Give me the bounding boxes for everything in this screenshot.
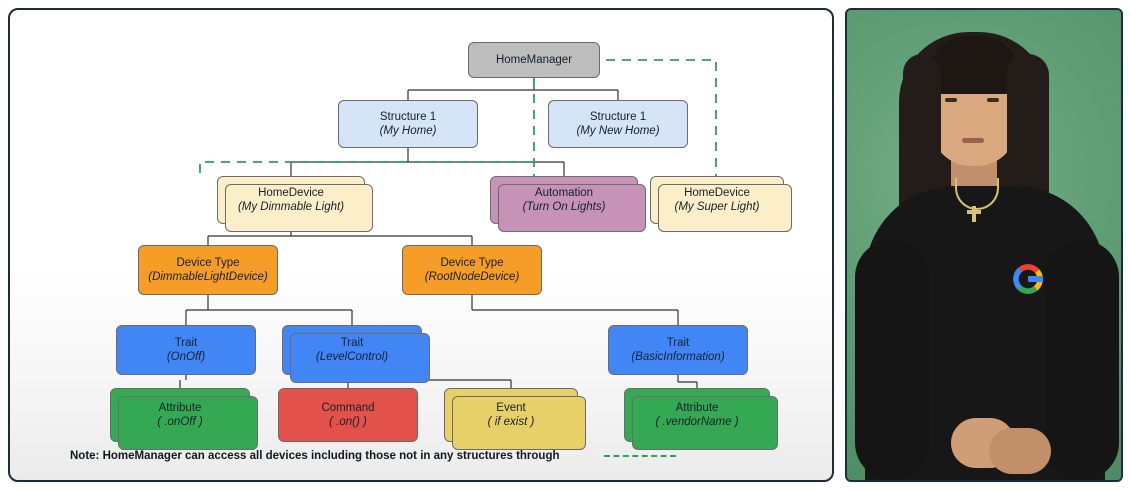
home-api-hierarchy-diagram — [10, 10, 832, 480]
node-label-line2: (BasicInformation) — [631, 351, 725, 363]
diagram-note — [70, 450, 770, 462]
node-label-line2: (My Home) — [379, 125, 437, 137]
node-structure-my-home[interactable] — [338, 100, 478, 148]
node-label-line2: (DimmableLightDevice) — [148, 271, 268, 283]
node-label-line2: (My New Home) — [576, 125, 660, 137]
node-command-on[interactable] — [278, 388, 418, 442]
node-event-if-exist[interactable] — [444, 388, 578, 442]
node-label-line1: Automation — [534, 186, 594, 199]
node-attribute-vendorname[interactable] — [624, 388, 770, 442]
node-label-line2: (LevelControl) — [315, 351, 389, 363]
node-home-manager[interactable] — [468, 42, 600, 78]
node-label-line1: Trait — [340, 336, 364, 349]
presenter-hand-right — [989, 428, 1051, 474]
node-label-line2: ( .vendorName ) — [655, 416, 739, 428]
node-label-line2: ( .onOff ) — [157, 416, 203, 428]
presenter-eye-left — [945, 98, 957, 102]
node-device-type-dimmable-light-device[interactable] — [138, 245, 278, 295]
node-label-line1: Structure 1 — [589, 110, 647, 123]
node-label-line1: Trait — [666, 336, 690, 349]
node-label-line2: (My Dimmable Light) — [237, 201, 345, 213]
presenter-arm-left — [855, 240, 929, 480]
presenter-mouth — [962, 138, 984, 143]
diagram-note-text: Note: HomeManager can access all devices including those not in any structures through — [70, 450, 560, 462]
node-home-device-my-super-light[interactable] — [650, 176, 784, 224]
presenter-eye-right — [987, 98, 999, 102]
node-label-line1: Structure 1 — [379, 110, 437, 123]
node-label-line1: Device Type — [176, 256, 240, 269]
node-label-line1: Attribute — [158, 401, 202, 414]
node-automation-turn-on-lights[interactable] — [490, 176, 638, 224]
node-label-line1: HomeDevice — [684, 186, 750, 199]
node-device-type-root-node-device[interactable] — [402, 245, 542, 295]
node-label-line2: ( if exist ) — [487, 416, 535, 428]
google-logo-bar — [1028, 276, 1043, 282]
node-label-line2: (OnOff) — [166, 351, 206, 363]
node-attribute-onoff[interactable] — [110, 388, 250, 442]
node-label-line1: Event — [496, 401, 526, 414]
node-trait-basicinformation[interactable] — [608, 325, 748, 375]
node-label-line1: Device Type — [440, 256, 504, 269]
dashed-line-legend — [604, 455, 676, 457]
node-structure-my-new-home[interactable] — [548, 100, 688, 148]
node-label-line1: HomeManager — [495, 53, 573, 66]
presenter-arm-right — [1045, 240, 1119, 480]
node-label-line1: Trait — [174, 336, 198, 349]
node-label-line2: (Turn On Lights) — [522, 201, 606, 213]
node-trait-levelcontrol[interactable] — [282, 325, 422, 375]
node-label-line1: HomeDevice — [258, 186, 324, 199]
node-label-line2: (My Super Light) — [674, 201, 760, 213]
cross-pendant-icon — [972, 206, 976, 222]
node-home-device-my-dimmable-light[interactable] — [217, 176, 365, 224]
slide-panel — [8, 8, 834, 482]
presenter-video[interactable] — [845, 8, 1123, 482]
node-label-line1: Attribute — [675, 401, 719, 414]
node-label-line2: (RootNodeDevice) — [424, 271, 520, 283]
node-trait-onoff[interactable] — [116, 325, 256, 375]
node-label-line1: Command — [321, 401, 375, 414]
node-label-line2: ( .on() ) — [329, 416, 367, 428]
